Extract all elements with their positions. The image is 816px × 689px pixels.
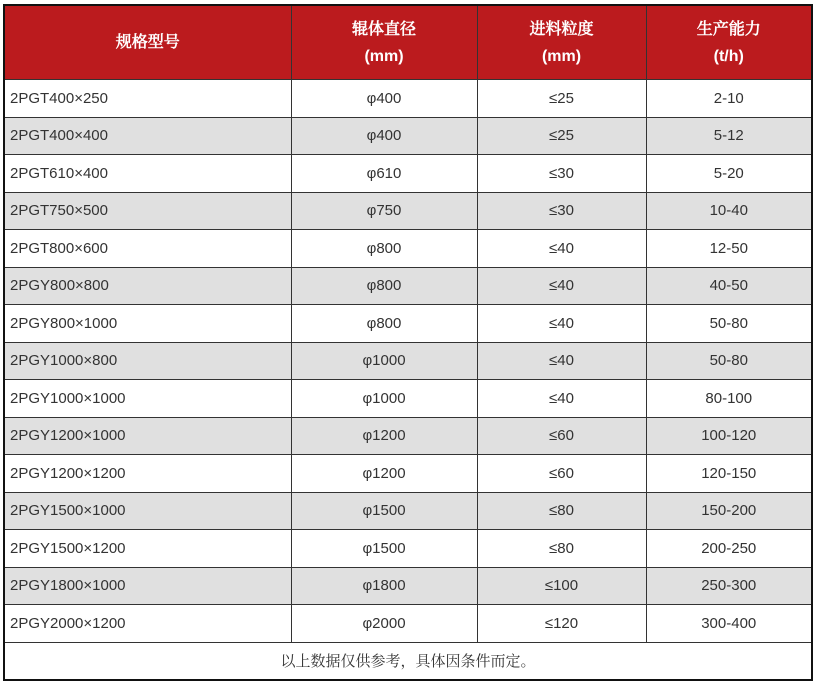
table-cell: 2PGT610×400: [4, 155, 291, 193]
table-cell: φ610: [291, 155, 477, 193]
table-cell: ≤100: [477, 567, 646, 605]
table-cell: φ2000: [291, 605, 477, 643]
table-cell: φ750: [291, 192, 477, 230]
table-row: [4, 117, 812, 155]
table-cell: φ1500: [291, 492, 477, 530]
column-header-capacity: [646, 5, 812, 80]
table-cell: 2-10: [646, 80, 812, 118]
table-row: [4, 380, 812, 418]
table-cell: 120-150: [646, 455, 812, 493]
table-cell: 2PGY800×1000: [4, 305, 291, 343]
table-row: [4, 192, 812, 230]
table-cell: 2PGT400×250: [4, 80, 291, 118]
table-cell: ≤80: [477, 530, 646, 568]
column-header-model: [4, 5, 291, 80]
table-cell: 5-20: [646, 155, 812, 193]
table-header: [4, 5, 812, 80]
table-cell: 2PGY1200×1000: [4, 417, 291, 455]
table-cell: φ800: [291, 230, 477, 268]
footnote: 以上数据仅供参考，具体因条件而定。: [4, 642, 812, 680]
table-cell: ≤25: [477, 117, 646, 155]
table-cell: ≤120: [477, 605, 646, 643]
table-cell: 5-12: [646, 117, 812, 155]
table-cell: 2PGY1000×1000: [4, 380, 291, 418]
footer-row: [4, 642, 812, 680]
table-cell: ≤60: [477, 455, 646, 493]
table-cell: φ1500: [291, 530, 477, 568]
table-footer: [4, 642, 812, 680]
column-header-label: 辊体直径: [351, 20, 416, 38]
table-cell: ≤40: [477, 267, 646, 305]
table-cell: 2PGY1500×1200: [4, 530, 291, 568]
table-cell: 2PGT800×600: [4, 230, 291, 268]
table-cell: ≤40: [477, 230, 646, 268]
table-cell: 2PGY1800×1000: [4, 567, 291, 605]
table-cell: ≤30: [477, 155, 646, 193]
table-cell: φ1800: [291, 567, 477, 605]
table-row: [4, 342, 812, 380]
table-cell: ≤60: [477, 417, 646, 455]
column-header-label: 生产能力: [696, 20, 761, 38]
table-row: [4, 417, 812, 455]
table-row: [4, 230, 812, 268]
table-row: [4, 267, 812, 305]
table-cell: φ1200: [291, 455, 477, 493]
table-cell: 100-120: [646, 417, 812, 455]
table-row: [4, 530, 812, 568]
column-header-label: 规格型号: [115, 34, 180, 51]
column-header-unit: (t/h): [713, 47, 744, 65]
table-cell: 50-80: [646, 342, 812, 380]
table-cell: φ1000: [291, 342, 477, 380]
table-cell: φ400: [291, 80, 477, 118]
table-cell: ≤30: [477, 192, 646, 230]
column-header-unit: (mm): [541, 47, 582, 65]
table-cell: φ800: [291, 267, 477, 305]
header-row: [4, 5, 812, 80]
table-cell: φ1200: [291, 417, 477, 455]
table-cell: 40-50: [646, 267, 812, 305]
table-cell: 80-100: [646, 380, 812, 418]
table-cell: ≤80: [477, 492, 646, 530]
table-row: [4, 605, 812, 643]
column-header-unit: (mm): [364, 47, 404, 65]
table-cell: ≤40: [477, 380, 646, 418]
table-row: [4, 567, 812, 605]
column-header-roller-diameter: [291, 5, 477, 80]
table-cell: 2PGY800×800: [4, 267, 291, 305]
table-cell: 2PGY1200×1200: [4, 455, 291, 493]
table-row: [4, 305, 812, 343]
table-cell: 10-40: [646, 192, 812, 230]
table-body: [4, 80, 812, 643]
table-row: [4, 80, 812, 118]
table-cell: 2PGY1000×800: [4, 342, 291, 380]
table-cell: 300-400: [646, 605, 812, 643]
column-header-feed-size: [477, 5, 646, 80]
table-cell: 200-250: [646, 530, 812, 568]
table-cell: φ1000: [291, 380, 477, 418]
table-cell: 2PGY2000×1200: [4, 605, 291, 643]
table-cell: ≤25: [477, 80, 646, 118]
table-cell: 250-300: [646, 567, 812, 605]
table-cell: ≤40: [477, 342, 646, 380]
table-row: [4, 455, 812, 493]
column-header-label: 进料粒度: [529, 20, 594, 38]
spec-table: [3, 4, 813, 681]
table-cell: φ400: [291, 117, 477, 155]
table-cell: 150-200: [646, 492, 812, 530]
table-cell: 2PGT400×400: [4, 117, 291, 155]
table-cell: φ800: [291, 305, 477, 343]
table-cell: 2PGT750×500: [4, 192, 291, 230]
table-cell: 50-80: [646, 305, 812, 343]
table-row: [4, 492, 812, 530]
table-cell: 2PGY1500×1000: [4, 492, 291, 530]
table-cell: ≤40: [477, 305, 646, 343]
table-row: [4, 155, 812, 193]
table-cell: 12-50: [646, 230, 812, 268]
